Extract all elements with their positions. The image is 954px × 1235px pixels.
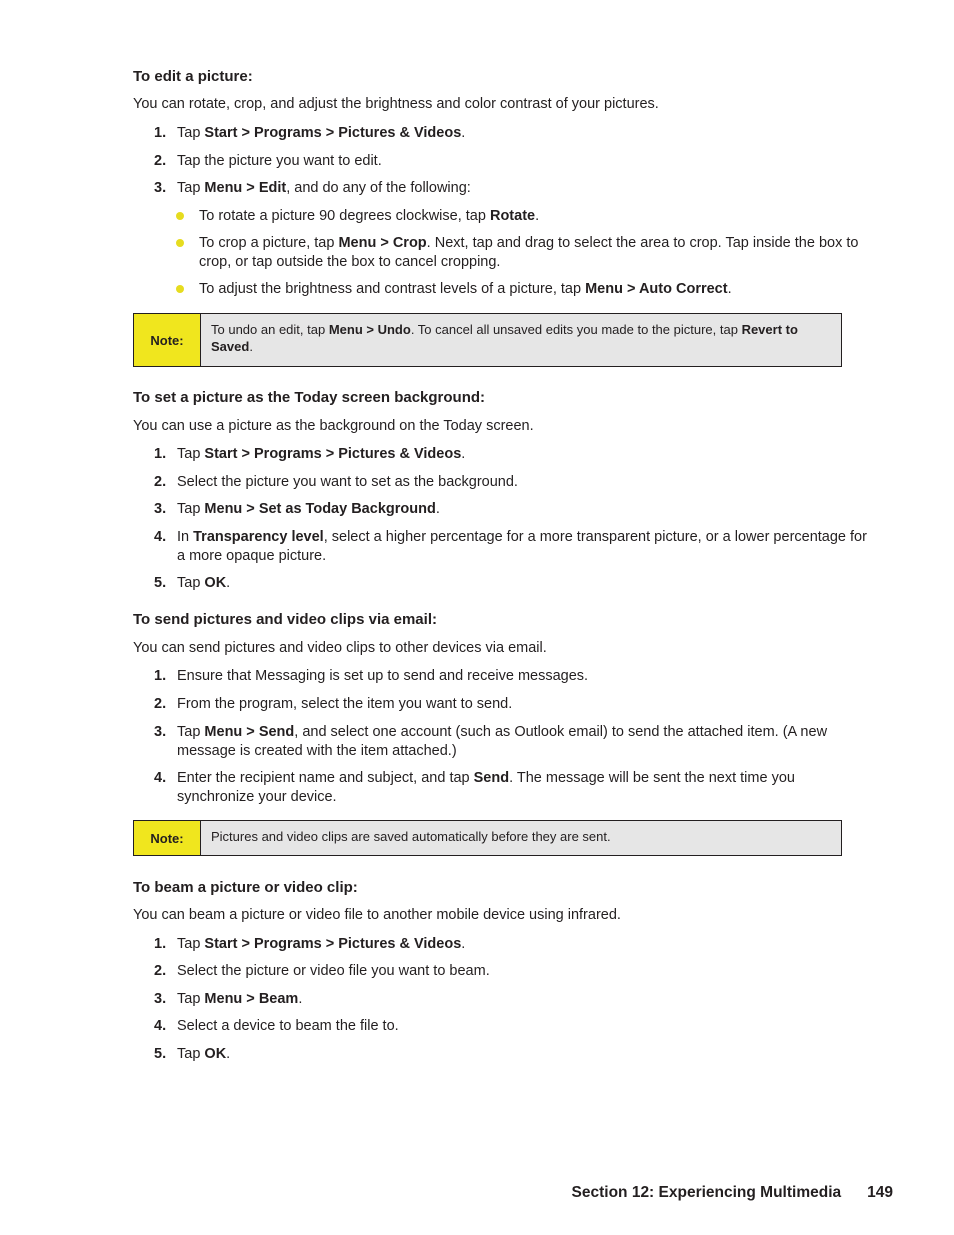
list-item <box>133 528 868 566</box>
step-number: 5. <box>154 1046 167 1062</box>
section-heading: To beam a picture or video clip: <box>133 879 358 896</box>
list-item <box>133 990 868 1009</box>
step-text: Tap the picture you want to edit. <box>177 153 382 169</box>
step-number: 3. <box>154 724 167 740</box>
step-number: 1. <box>154 446 167 462</box>
bullet-text: To adjust the brightness and contrast levels of a picture, tap Menu > Auto Correct. <box>199 281 732 297</box>
note-label: Note: <box>134 314 201 366</box>
step-text: Tap Menu > Beam. <box>177 991 303 1007</box>
step-text: Tap OK. <box>177 1046 231 1062</box>
footer-section-title: Section 12: Experiencing Multimedia <box>571 1184 842 1201</box>
section-intro: You can use a picture as the background on the Today screen. <box>133 418 534 434</box>
step-text: Select the picture or video file you want to beam. <box>177 963 490 979</box>
page-number: 149 <box>867 1184 893 1201</box>
bullet-text: To rotate a picture 90 degrees clockwise, tap Rotate. <box>199 208 540 224</box>
step-number: 1. <box>154 668 167 684</box>
note-box <box>133 313 842 367</box>
list-item <box>133 723 868 761</box>
section-intro: You can rotate, crop, and adjust the brightness and color contrast of your pictures. <box>133 96 659 112</box>
bullet-item <box>133 280 868 299</box>
list-item <box>133 769 868 807</box>
step-number: 3. <box>154 501 167 517</box>
list-item <box>133 473 868 492</box>
step-text: Tap Start > Programs > Pictures & Videos. <box>177 936 466 952</box>
bullet-item <box>133 207 868 226</box>
step-text: Tap Menu > Set as Today Background. <box>177 501 440 517</box>
list-item <box>133 500 868 519</box>
step-text: From the program, select the item you want to send. <box>177 696 513 712</box>
list-item <box>133 445 868 464</box>
step-number: 1. <box>154 125 167 141</box>
step-number: 2. <box>154 153 167 169</box>
step-text: Enter the recipient name and subject, and tap Send. The message will be sent the next time you synchronize your device. <box>177 770 795 805</box>
list-item <box>133 935 868 954</box>
bullet-text: To crop a picture, tap Menu > Crop. Next, tap and drag to select the area to crop. Tap inside the box to crop, or tap outside the box to cancel cropping. <box>199 235 859 270</box>
step-number: 4. <box>154 770 167 786</box>
list-item <box>133 152 868 171</box>
step-text: Tap Menu > Send, and select one account (such as Outlook email) to send the attached item. (A new message is created with the item attached.) <box>177 724 828 759</box>
step-number: 5. <box>154 575 167 591</box>
list-item <box>133 667 868 686</box>
step-text: Ensure that Messaging is set up to send and receive messages. <box>177 668 589 684</box>
step-number: 4. <box>154 529 167 545</box>
step-number: 1. <box>154 936 167 952</box>
step-text: In Transparency level, select a higher percentage for a more transparent picture, or a lower percentage for a more opaque picture. <box>177 529 867 564</box>
section-intro: You can beam a picture or video file to another mobile device using infrared. <box>133 907 621 923</box>
list-item <box>133 695 868 714</box>
step-text: Tap Start > Programs > Pictures & Videos. <box>177 446 466 462</box>
note-label: Note: <box>134 821 201 855</box>
step-number: 3. <box>154 180 167 196</box>
section-heading: To set a picture as the Today screen background: <box>133 389 486 406</box>
step-text: Tap Start > Programs > Pictures & Videos. <box>177 125 466 141</box>
step-number: 4. <box>154 1018 167 1034</box>
list-item <box>133 1045 868 1064</box>
page-footer <box>572 1184 893 1202</box>
bullet-item <box>133 234 868 272</box>
step-text: Tap OK. <box>177 575 231 591</box>
bullet-icon <box>176 239 184 247</box>
step-number: 2. <box>154 474 167 490</box>
note-text: Pictures and video clips are saved automatically before they are sent. <box>211 829 611 844</box>
section-heading: To send pictures and video clips via email: <box>133 611 437 628</box>
list-item <box>133 179 868 198</box>
bullet-icon <box>176 212 184 220</box>
bullet-icon <box>176 285 184 293</box>
list-item <box>133 1017 868 1036</box>
note-text: To undo an edit, tap Menu > Undo. To cancel all unsaved edits you made to the picture, tap Revert to Saved. <box>211 322 798 354</box>
step-number: 2. <box>154 963 167 979</box>
section-heading: To edit a picture: <box>133 68 253 85</box>
step-text: Select the picture you want to set as the background. <box>177 474 518 490</box>
step-number: 3. <box>154 991 167 1007</box>
note-box <box>133 820 842 856</box>
step-text: Select a device to beam the file to. <box>177 1018 399 1034</box>
step-text: Tap Menu > Edit, and do any of the following: <box>177 180 471 196</box>
list-item <box>133 962 868 981</box>
list-item <box>133 574 868 593</box>
step-number: 2. <box>154 696 167 712</box>
list-item <box>133 124 868 143</box>
section-intro: You can send pictures and video clips to other devices via email. <box>133 640 547 656</box>
